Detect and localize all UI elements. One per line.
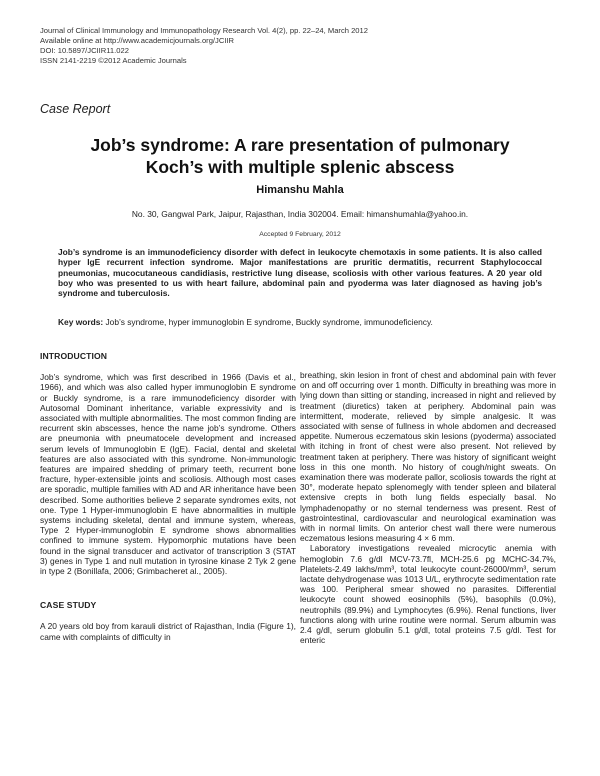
- title-line-2: Koch’s with multiple splenic abscess: [145, 157, 455, 177]
- title-line-1: Job’s syndrome: A rare presentation of pulmonary: [90, 135, 510, 155]
- journal-url: Available online at http://www.academicjournals.org/JCIIR: [40, 36, 235, 45]
- abstract: Job’s syndrome is an immunodeficiency disorder with defect in leukocyte chemotaxis in some patients. It is also called hyper IgE recurrent infection syndrome. Major manifestations are pruritic dermatitis, recurrent Staphylococcal pneumonias, mucocutaneous candidiasis, restrictive lung disease, scoliosis with other various features. A 20 year old boy who was presented to us with heart failure, abdominal pain and pyoderma was later diagnosed as having job’s syndrome and tuberculosis.: [58, 247, 542, 299]
- article-type: Case Report: [40, 102, 111, 116]
- introduction-text: Job’s syndrome, which was first described in 1966 (Davis et al., 1966), and which was also called hyper immunoglobin E syndrome or Buckly syndrome, is a rare immunodeficiency disorder with Autosomal Dominant inheritance, variable expressivity and is associated with multiple abnormalities. The most common finding are recurrent skin abscesses, hence the name job’s syndrome. Others are pneumonia with pneumatocele development and increased serum levels of Immunoglobin E (IgE). Facial, dental and skeletal features are also associated with this syndrome. Non-immunologic features are impaired shedding of primary teeth, recurrent bone fracture, hyper-extensible joints and scoliosis. Although most cases are sporadic, multiple families with AD and AR inheritance have been described. Some authorities believe 2 separate syndromes exits, not one. Type 1 Hyper-immunoglobin E have abnormalities in multiple systems including skeletal, dental and immune system, whereas, Type 2 Hyper-immunoglobin E syndrome shows abnormalities confined to immune system. Hypomorphic mutations have been found in the signal transducer and activator of transcription 3 (STAT 3) genes in Type 1 and null mutation in tyrosine kinase 2 Tyk 2 gene in type 2 (Bonillafa, 2006; Grimbacheret al., 2005).: [40, 372, 296, 577]
- case-paragraph-1: breathing, skin lesion in front of chest and abdominal pain with fever on and off occurring over 1 month. Difficulty in breathing was more in lying down than sitting or standing, increased in night and relieved by treatment (diuretics) taken at periphery. Abdominal pain was intermittent, moderate, relieved by simple analgesic. It was associated with sense of fullness in whole abdomen and decreased appetite. Numerous eczematous skin lesions (pyoderma) associated with itching in front of chest were also present. Not relieved by treatment taken at periphery. There was history of significant weight loss in this one month. No history of cough/night sweats. On examination there was moderate pallor, scoliosis towards the right at 30°, moderate hepato splenomegly with tender spleen and bilateral extensive crepts in both lung fields especially basal. No lymphadenopathy or no sternal tenderness was present. Rest of gastrointestinal, cardiovascular and neurological examination was with in normal limits. On anterior chest wall there were numerous eczematous lesions measuring 4 × 6 mm.: [300, 370, 556, 544]
- article-title: [40, 134, 560, 178]
- case-paragraph-2: Laboratory investigations revealed microcytic anemia with hemoglobin 7.6 g/dl MCV-73.7fl, MCH-25.6 pg MCHC-34.7%, Platelets-2.49 lakhs/mm³, total leukocyte count-26000/mm³, serum lactate dehydrogenase was 1013 U/L, erythrocyte sedimentation rate was 100. Peripheral smear showed no parasites. Differential leukocyte count showed eosinophils (5%), basophils (0.0%), neutrophils (89.9%) and Lymphocytes (6.9%). Renal functions, liver functions along with urine routine were normal. Serum albumin was 2.4 g/dl, serum globulin 5.1 g/dl, total proteins 7.5 g/dl. Test for enteric: [300, 543, 556, 646]
- keywords: [58, 317, 542, 327]
- left-column: [40, 351, 296, 642]
- journal-issn: ISSN 2141-2219 ©2012 Academic Journals: [40, 56, 187, 65]
- right-column: [300, 370, 556, 645]
- journal-citation: Journal of Clinical Immunology and Immunopathology Research Vol. 4(2), pp. 22–24, March 2012: [40, 26, 368, 35]
- journal-header: [40, 26, 368, 66]
- keywords-text: Job’s syndrome, hyper immunoglobin E syndrome, Buckly syndrome, immunodeficiency.: [105, 317, 433, 327]
- accepted-date: Accepted 9 February, 2012: [259, 231, 341, 238]
- case-study-heading: CASE STUDY: [40, 600, 97, 611]
- author-name: Himanshu Mahla: [256, 184, 344, 196]
- journal-doi: DOI: 10.5897/JCIIR11.022: [40, 46, 129, 55]
- introduction-heading: INTRODUCTION: [40, 351, 108, 361]
- keywords-label: Key words:: [58, 317, 104, 327]
- author-address: No. 30, Gangwal Park, Jaipur, Rajasthan, India 302004. Email: himanshumahla@yahoo.in.: [131, 209, 469, 219]
- case-study-text: A 20 years old boy from karauli district of Rajasthan, India (Figure 1), came with complaints of difficulty in: [40, 621, 296, 642]
